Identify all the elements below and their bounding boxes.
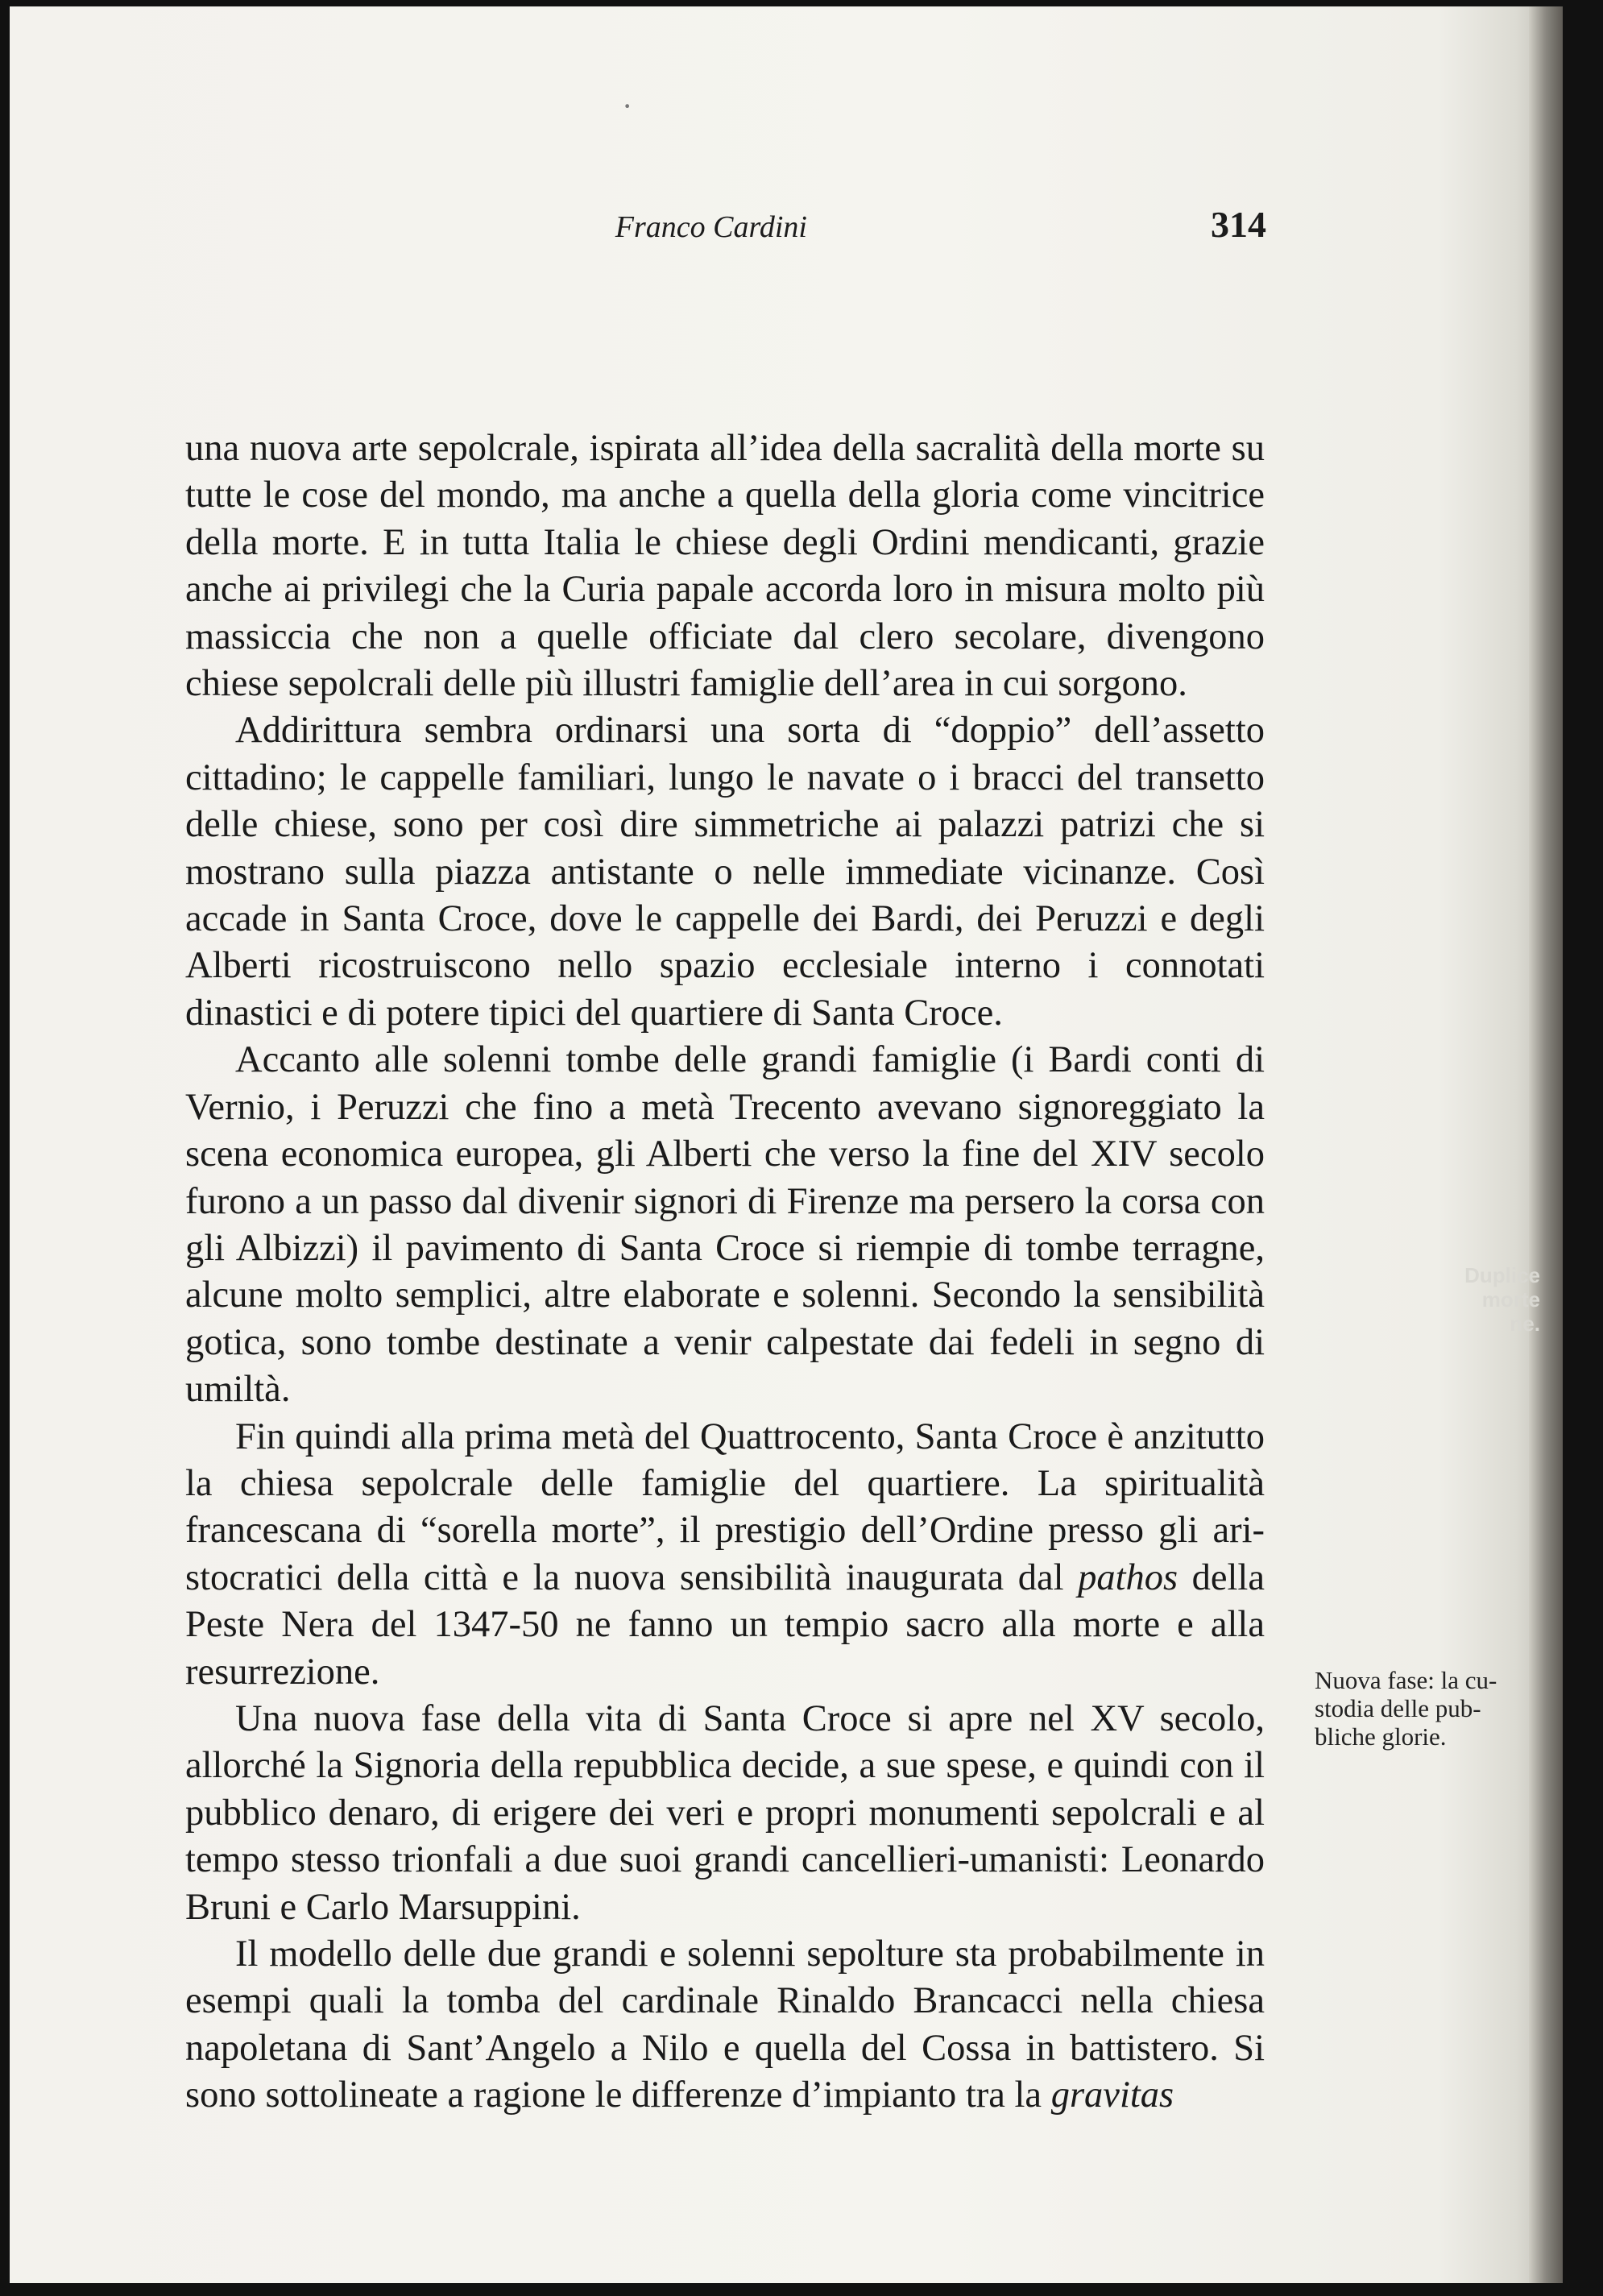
margin-note: Nuova fase: la custodia delle pubbliche glorie.	[1315, 1666, 1497, 1751]
paragraph-4	[185, 1414, 1265, 1696]
paragraph-4-text-a: Fin quindi alla prima metà del Quattrocento, Santa Croce è anzitutto la chiesa sepolcrale delle famiglie del quartiere. La spiritualità francescana di “sorella morte”, il prestigio dell’Ordine presso gli aristocratici della città e la nuova sensibilità inaugurata dal	[185, 1415, 1265, 1598]
book-page	[10, 6, 1563, 2283]
page-number: 314	[1211, 204, 1266, 245]
paragraph-3: Accanto alle solenni tombe delle grandi famiglie (i Bardi conti di Vernio, i Peruzzi che fino a metà Trecento avevano signoreggiato la scena economica europea, gli Alberti che verso la fine del XIV secolo furono a un passo dal divenir signori di Firenze ma persero la corsa con gli Albizzi) il pavimento di Santa Croce si riempie di tombe terragne, alcune molto semplici, altre elaborate e solenni. Secondo la sensibilità gotica, sono tombe destinate a venir calpestate dai fedeli in segno di umiltà.	[185, 1039, 1265, 1411]
running-head-author: Franco Cardini	[615, 210, 807, 244]
body-text	[185, 425, 1265, 2120]
paragraph-1: una nuova arte sepolcrale, ispirata all’idea della sacralità della morte su tutte le cose del mondo, ma anche a quella della gloria come vincitrice della morte. E in tutta Italia le chiese degli Ordini mendicanti, grazie anche ai privilegi che la Curia papale accorda loro in misura molto più massiccia che non a quelle officiate dal clero secolare, divengono chiese sepolcrali delle più illustri famiglie dell’area in cui sorgono.	[185, 428, 1265, 705]
bleed-through-text: Duplice morte ne.	[1464, 1263, 1540, 1336]
page-edge-shadow	[1529, 6, 1563, 2283]
paragraph-6	[185, 1931, 1265, 2120]
paragraph-4-text-b: della Peste Nera del 1347-50 ne fanno un tempio sacro alla morte e alla resurrezione.	[185, 1556, 1265, 1693]
paragraph-5: Una nuova fase della vita di Santa Croce si apre nel XV secolo, allorché la Signoria della repubblica decide, a sue spese, e quindi con il pubblico denaro, di erigere dei veri e propri monumenti sepolcrali e al tempo stesso trionfali a due suoi grandi cancellieri-umanisti: Leonardo Bruni e Carlo Marsuppini.	[185, 1697, 1265, 1928]
running-head	[187, 203, 1266, 251]
paragraph-6-italic: gravitas	[1050, 2074, 1174, 2116]
paragraph-2: Addirittura sembra ordinarsi una sorta di “doppio” dell’assetto cittadino; le cappelle familiari, lungo le navate o i bracci del transetto delle chiese, sono per così dire simmetriche ai palazzi patrizi che si mostrano sulla piazza antistante o nelle immediate vicinanze. Così accade in Santa Croce, dove le cappelle dei Bardi, dei Peruzzi e degli Alberti ricostruiscono nello spazio ecclesiale interno i connotati dinastici e di potere tipici del quartiere di Santa Croce.	[185, 710, 1265, 1034]
paragraph-4-italic: pathos	[1078, 1556, 1178, 1598]
ink-speck: ·	[622, 88, 633, 124]
paragraph-6-text-a: Il modello delle due grandi e solenni sepolture sta probabilmente in esempi quali la tomba del cardinale Rinaldo Brancacci nella chiesa napoletana di Sant’Angelo a Nilo e quella del Cossa in battistero. Si sono sottolineate a ragione le differenze d’impianto tra la	[185, 1933, 1265, 2116]
